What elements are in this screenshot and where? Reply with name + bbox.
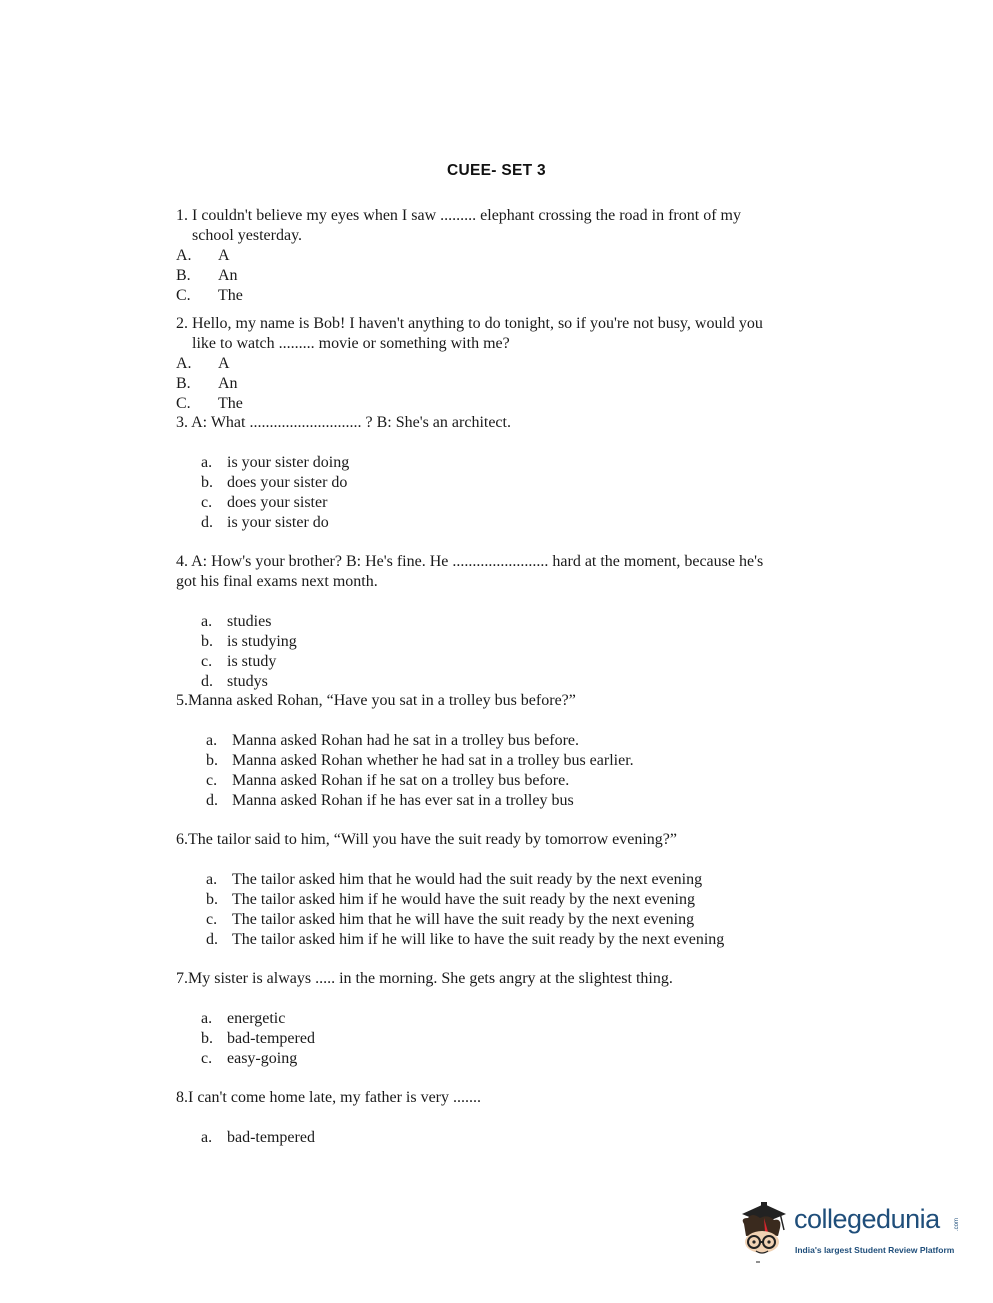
question-4-text: 4. A: How's your brother? B: He's fine. He ........................ hard at the moment, because he's: [176, 553, 764, 570]
option-label: b.: [206, 891, 218, 908]
option-label: a.: [206, 732, 218, 749]
question-4-text-cont: got his final exams next month.: [176, 573, 378, 590]
question-6-text: 6.The tailor said to him, “Will you have the suit ready by tomorrow evening?”: [176, 831, 677, 848]
q1-option-a: [176, 246, 230, 266]
option-label: A.: [176, 355, 192, 372]
option-text: An: [218, 267, 238, 284]
option-text: The tailor asked him if he would have the suit ready by the next evening: [232, 891, 695, 908]
option-label: a.: [206, 871, 218, 888]
question-1-text: 1. I couldn't believe my eyes when I saw ......... elephant crossing the road in front of my: [176, 207, 741, 224]
option-text: studys: [227, 673, 268, 690]
question-5-text: 5.Manna asked Rohan, “Have you sat in a trolley bus before?”: [176, 692, 576, 709]
question-2-text: 2. Hello, my name is Bob! I haven't anything to do tonight, so if you're not busy, would you: [176, 315, 763, 332]
q6-option-c: [206, 910, 694, 930]
option-label: a.: [201, 1129, 213, 1146]
q4-option-a: [201, 612, 271, 632]
q4-option-b: [201, 632, 297, 652]
question-8-text: 8.I can't come home late, my father is very .......: [176, 1089, 481, 1106]
option-text: does your sister do: [227, 474, 348, 491]
option-label: c.: [201, 653, 213, 670]
option-label: b.: [201, 474, 213, 491]
q2-option-c: [176, 394, 243, 414]
option-text: The: [218, 287, 243, 304]
q3-option-d: [201, 513, 329, 533]
mascot-icon: [734, 1196, 794, 1266]
option-text: A: [218, 247, 230, 264]
option-text: The: [218, 395, 243, 412]
option-label: d.: [201, 514, 213, 531]
q2-option-a: [176, 354, 230, 374]
q5-option-c: [206, 771, 569, 791]
option-label: C.: [176, 395, 191, 412]
option-text: energetic: [227, 1010, 286, 1027]
option-label: b.: [201, 1030, 213, 1047]
q2-option-b: [176, 374, 238, 394]
q1-option-b: [176, 266, 238, 286]
q5-option-d: [206, 791, 574, 811]
option-label: c.: [201, 1050, 213, 1067]
option-label: a.: [201, 613, 213, 630]
option-text: is your sister doing: [227, 454, 350, 471]
option-label: A.: [176, 247, 192, 264]
logo-wordmark: collegedunia: [794, 1204, 940, 1234]
q4-option-c: [201, 652, 276, 672]
q6-option-b: [206, 890, 695, 910]
option-text: Manna asked Rohan if he has ever sat in a trolley bus: [232, 792, 574, 809]
option-text: bad-tempered: [227, 1030, 315, 1047]
option-text: Manna asked Rohan had he sat in a trolley bus before.: [232, 732, 580, 749]
option-text: studies: [227, 613, 272, 630]
option-text: Manna asked Rohan if he sat on a trolley bus before.: [232, 772, 570, 789]
option-label: c.: [201, 494, 213, 511]
option-label: d.: [201, 673, 213, 690]
option-label: a.: [201, 454, 213, 471]
q5-option-a: [206, 731, 579, 751]
question-3-text: 3. A: What ............................ ? B: She's an architect.: [176, 414, 511, 431]
option-text: does your sister: [227, 494, 328, 511]
option-text: is study: [227, 653, 277, 670]
q8-option-a: [201, 1128, 315, 1148]
option-label: c.: [206, 911, 218, 928]
option-text: The tailor asked him if he will like to have the suit ready by the next evening: [232, 931, 725, 948]
option-text: An: [218, 375, 238, 392]
option-label: B.: [176, 267, 191, 284]
q6-option-d: [206, 930, 724, 950]
option-text: is your sister do: [227, 514, 329, 531]
option-label: B.: [176, 375, 191, 392]
q3-option-a: [201, 453, 349, 473]
question-2-text-cont: like to watch ......... movie or something with me?: [192, 335, 510, 352]
option-label: c.: [206, 772, 218, 789]
option-text: A: [218, 355, 230, 372]
option-text: is studying: [227, 633, 297, 650]
collegedunia-logo: [734, 1196, 962, 1266]
q1-option-c: [176, 286, 243, 306]
option-label: C.: [176, 287, 191, 304]
logo-tagline: India's largest Student Review Platform: [795, 1245, 955, 1255]
q7-option-a: [201, 1009, 285, 1029]
option-text: bad-tempered: [227, 1129, 315, 1146]
q6-option-a: [206, 870, 702, 890]
option-label: a.: [201, 1010, 213, 1027]
option-label: b.: [201, 633, 213, 650]
option-label: b.: [206, 752, 218, 769]
option-label: d.: [206, 931, 218, 948]
question-7-text: 7.My sister is always ..... in the morning. She gets angry at the slightest thing.: [176, 970, 673, 987]
q7-option-b: [201, 1029, 315, 1049]
page-title: CUEE- SET 3: [447, 162, 546, 179]
q3-option-b: [201, 473, 347, 493]
q7-option-c: [201, 1049, 297, 1069]
question-1-text-cont: school yesterday.: [192, 227, 303, 244]
option-text: The tailor asked him that he will have the suit ready by the next evening: [232, 911, 695, 928]
option-text: easy-going: [227, 1050, 298, 1067]
q4-option-d: [201, 672, 268, 692]
q3-option-c: [201, 493, 327, 513]
option-label: d.: [206, 792, 218, 809]
logo-com: .com: [954, 1218, 960, 1232]
option-text: The tailor asked him that he would had the suit ready by the next evening: [232, 871, 703, 888]
q5-option-b: [206, 751, 634, 771]
option-text: Manna asked Rohan whether he had sat in a trolley bus earlier.: [232, 752, 634, 769]
